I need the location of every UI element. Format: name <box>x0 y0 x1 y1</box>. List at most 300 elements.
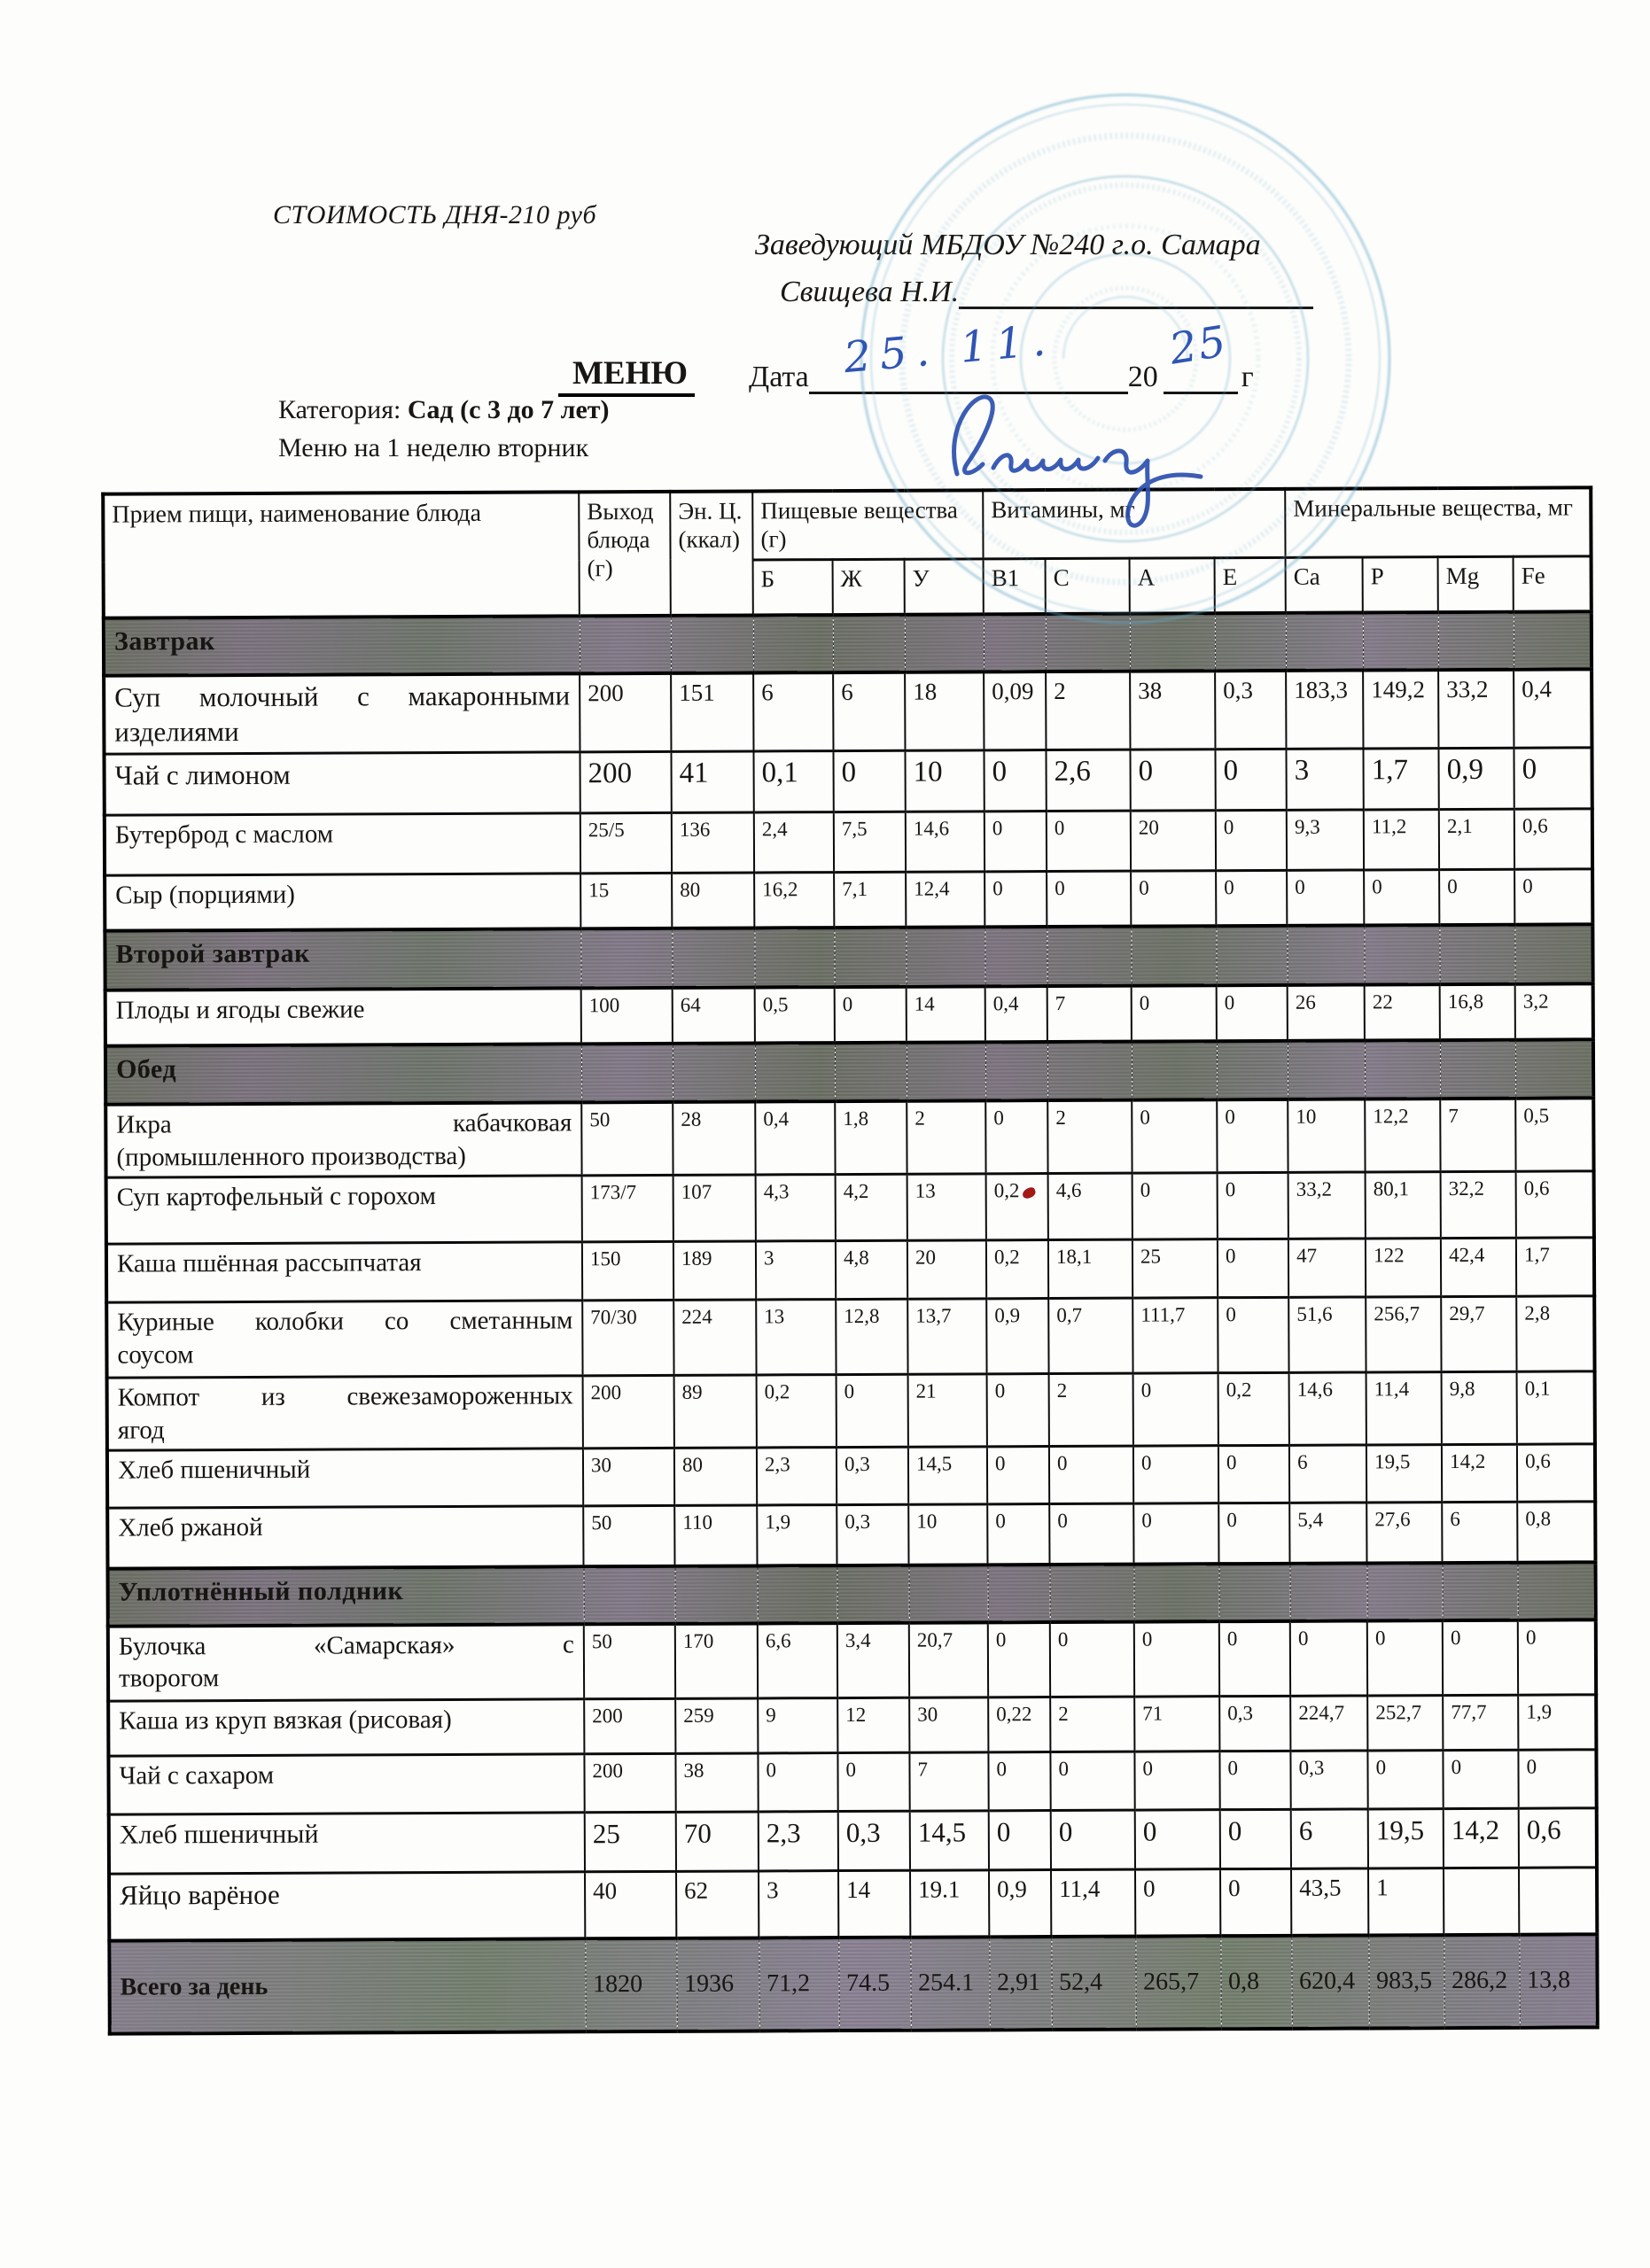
dish-name-cell <box>106 1242 582 1302</box>
section-row <box>105 925 1592 990</box>
section-empty-cell <box>580 616 671 673</box>
value-cell: 0,5 <box>1515 1099 1593 1172</box>
value-cell: 111,7 <box>1132 1298 1218 1373</box>
value-cell: 80,1 <box>1366 1172 1441 1239</box>
value-cell: 74.5 <box>838 1938 910 2031</box>
section-empty-cell <box>1219 1564 1290 1621</box>
section-empty-cell <box>833 615 905 672</box>
section-empty-cell <box>673 1044 755 1102</box>
dish-name-line1: Суп картофельный с горохом <box>116 1182 436 1212</box>
value-cell: 0,6 <box>1516 1171 1594 1238</box>
dish-name-line1: Чай с сахаром <box>119 1761 275 1790</box>
section-empty-cell <box>758 1565 837 1623</box>
value-cell: 0 <box>1518 1619 1596 1695</box>
value-cell: 0,2 <box>1218 1373 1289 1446</box>
value-cell: 0 <box>1131 749 1216 810</box>
value-cell: 0,6 <box>1519 1808 1597 1868</box>
category-value: Сад (с 3 до 7 лет) <box>407 395 610 424</box>
section-empty-cell <box>1367 1563 1443 1620</box>
value-cell: 0 <box>837 1753 909 1812</box>
value-cell: 19,5 <box>1368 1809 1444 1868</box>
dish-name-line1: Каша из круп вязкая (рисовая) <box>119 1705 452 1736</box>
value-cell: 10 <box>908 1504 987 1565</box>
value-cell: 0 <box>985 750 1047 811</box>
value-cell: 6 <box>1442 1503 1517 1563</box>
dish-name-cell <box>105 874 580 931</box>
value-cell: 16,2 <box>754 872 834 928</box>
value-cell: 0 <box>1290 1620 1367 1696</box>
signature-underline <box>959 271 1313 309</box>
dish-row <box>108 1750 1596 1814</box>
value-cell: 0,2 <box>986 1174 1048 1240</box>
value-cell: 183,3 <box>1286 671 1363 749</box>
value-cell: 2,3 <box>757 1448 837 1505</box>
value-cell <box>1519 1868 1597 1934</box>
section-empty-cell <box>1518 1562 1596 1619</box>
dish-row <box>107 1444 1595 1508</box>
value-cell: 0 <box>1287 870 1364 926</box>
value-cell: 14,6 <box>1289 1372 1366 1445</box>
value-cell: 0,9 <box>989 1870 1051 1937</box>
value-cell: 0 <box>1220 1869 1291 1936</box>
value-cell: 620,4 <box>1291 1935 1368 2028</box>
value-cell: 89 <box>674 1375 757 1448</box>
value-cell: 16,8 <box>1440 984 1515 1040</box>
category-line <box>278 395 610 425</box>
value-cell: 0 <box>1047 871 1131 927</box>
value-cell: 173/7 <box>582 1176 673 1242</box>
dish-name-line1: Хлеб пшеничный <box>119 1819 319 1850</box>
red-ink-mark <box>1021 1186 1037 1200</box>
section-empty-cell <box>985 927 1047 986</box>
dish-name-line1: Бутерброд с маслом <box>114 819 334 850</box>
dish-name-line2: ягод <box>117 1416 165 1445</box>
value-cell: 0,2 <box>757 1375 837 1448</box>
header-row-groups <box>103 487 1591 563</box>
col-header-Е: Е <box>1215 557 1286 613</box>
section-empty-cell <box>1290 1563 1367 1620</box>
dish-name-line1: Яйцо варёное <box>120 1879 280 1911</box>
value-cell: 50 <box>583 1506 674 1566</box>
value-cell: 150 <box>582 1242 673 1301</box>
value-cell: 6 <box>753 672 833 750</box>
value-cell: 0 <box>1216 870 1287 926</box>
value-cell: 7,5 <box>834 812 906 872</box>
col-header-В1: В1 <box>984 558 1046 614</box>
value-cell: 0,3 <box>1219 1697 1290 1751</box>
value-cell: 0 <box>1218 1173 1288 1239</box>
value-cell: 107 <box>673 1175 756 1241</box>
value-cell: 2 <box>1046 672 1130 750</box>
value-cell <box>1444 1868 1519 1935</box>
col-header-А: А <box>1130 557 1215 613</box>
value-cell: 200 <box>580 673 671 751</box>
dish-row <box>105 869 1592 931</box>
value-cell: 11,2 <box>1364 809 1439 869</box>
value-cell: 0 <box>1134 1621 1219 1697</box>
value-cell: 29,7 <box>1441 1297 1516 1372</box>
dish-name-line1: Куриные колобки со сметанным <box>117 1306 573 1337</box>
value-cell: 14,2 <box>1442 1445 1517 1503</box>
dish-name-line1: Хлеб ржаной <box>118 1513 263 1542</box>
value-cell: 2,1 <box>1439 809 1514 869</box>
value-cell: 7 <box>909 1752 988 1811</box>
value-cell: 71 <box>1134 1697 1219 1751</box>
value-cell: 12 <box>837 1698 909 1753</box>
value-cell: 151 <box>671 673 753 751</box>
value-cell: 0,4 <box>755 1101 835 1175</box>
section-empty-cell <box>1217 1041 1288 1099</box>
value-cell: 3 <box>756 1241 836 1300</box>
category-label: Категория: <box>278 395 401 424</box>
value-cell: 14,5 <box>910 1811 989 1870</box>
value-cell: 1,7 <box>1516 1238 1594 1296</box>
value-cell: 1,9 <box>757 1505 837 1565</box>
value-cell: 50 <box>581 1102 673 1176</box>
dish-row <box>107 1502 1595 1568</box>
value-cell: 51,6 <box>1288 1297 1366 1372</box>
dish-name-line1: Хлеб пшеничный <box>117 1456 311 1485</box>
director-name: Свищева Н.И. <box>780 276 960 308</box>
col-header-С: С <box>1046 558 1130 614</box>
section-empty-cell <box>1047 1042 1132 1100</box>
value-cell: 0 <box>985 871 1047 927</box>
value-cell: 0 <box>1220 1810 1291 1869</box>
section-empty-cell <box>1363 612 1438 670</box>
section-empty-cell <box>1047 927 1131 986</box>
value-cell: 6 <box>833 672 905 750</box>
section-empty-cell <box>906 928 985 987</box>
section-empty-cell <box>1046 614 1130 672</box>
section-empty-cell <box>584 1566 675 1624</box>
value-cell: 9,3 <box>1287 810 1364 870</box>
total-row <box>109 1934 1598 2033</box>
dish-row <box>104 748 1592 815</box>
col-header-У: У <box>905 559 984 615</box>
value-cell: 983,5 <box>1368 1935 1444 2028</box>
value-cell: 0,3 <box>837 1448 908 1505</box>
dish-name-line1: Булочка «Самарская» с <box>118 1630 574 1661</box>
section-empty-cell <box>1286 613 1363 671</box>
value-cell: 0 <box>1133 1503 1218 1564</box>
section-empty-cell <box>1438 612 1514 670</box>
col-header-output: Выход блюда (г) <box>579 492 671 617</box>
value-cell: 0 <box>989 1811 1051 1870</box>
value-cell: 22 <box>1365 984 1440 1040</box>
year-suffix: г <box>1241 361 1254 393</box>
value-cell: 4,2 <box>836 1175 907 1241</box>
value-cell: 13 <box>907 1174 986 1240</box>
value-cell: 3,2 <box>1515 984 1593 1040</box>
section-empty-cell <box>1288 1041 1365 1099</box>
section-empty-cell <box>1515 1040 1593 1099</box>
dish-name-line1: Суп молочный с макаронными <box>114 680 571 713</box>
value-cell: 2 <box>1049 1373 1133 1446</box>
value-cell: 2,8 <box>1516 1296 1594 1371</box>
dish-row <box>106 1296 1594 1378</box>
value-cell: 0 <box>1135 1810 1220 1869</box>
value-cell: 2 <box>907 1101 985 1175</box>
section-empty-cell <box>1440 1040 1515 1099</box>
value-cell: 0 <box>1518 1750 1596 1808</box>
value-cell: 15 <box>580 873 672 928</box>
section-empty-cell <box>581 1044 673 1102</box>
dish-name-line1: Чай с лимоном <box>114 758 291 791</box>
value-cell: 1936 <box>676 1938 759 2031</box>
value-cell: 52,4 <box>1051 1936 1135 2029</box>
value-cell: 4,8 <box>836 1241 907 1300</box>
value-cell: 26 <box>1288 985 1365 1041</box>
dish-name-line1: Каша пшённая рассыпчатая <box>116 1248 422 1278</box>
value-cell: 25 <box>585 1813 676 1872</box>
value-cell: 2,3 <box>759 1812 838 1871</box>
value-cell: 0 <box>1514 748 1592 809</box>
section-name-cell: Обед <box>105 1045 581 1105</box>
section-empty-cell <box>1443 1563 1518 1620</box>
director-name-line <box>780 271 1313 309</box>
value-cell: 200 <box>580 751 671 812</box>
value-cell: 1,7 <box>1364 748 1439 809</box>
value-cell: 0,2 <box>986 1240 1048 1299</box>
section-empty-cell <box>1134 1564 1219 1621</box>
value-cell: 0 <box>1133 1446 1218 1503</box>
value-cell: 11,4 <box>1051 1869 1135 1936</box>
value-cell: 0 <box>1443 1751 1518 1809</box>
dish-row <box>109 1808 1597 1874</box>
value-cell: 28 <box>673 1102 755 1176</box>
value-cell: 11,4 <box>1366 1372 1442 1445</box>
dish-row <box>106 1171 1594 1244</box>
dish-name-cell <box>104 752 580 815</box>
value-cell: 30 <box>909 1697 988 1752</box>
value-cell: 7 <box>1047 986 1132 1042</box>
value-cell: 0 <box>1132 1099 1217 1173</box>
section-empty-cell <box>754 928 834 987</box>
section-empty-cell <box>1439 925 1514 984</box>
dish-row <box>104 670 1592 754</box>
value-cell: 0 <box>1514 869 1592 925</box>
section-empty-cell <box>1215 613 1286 671</box>
value-cell: 0 <box>1218 1298 1288 1373</box>
value-cell: 0 <box>1049 1503 1133 1564</box>
dish-name-cell <box>108 1699 584 1756</box>
value-cell: 4,3 <box>756 1175 836 1241</box>
dish-name-line1: Плоды и ягоды свежие <box>115 995 365 1025</box>
value-cell: 25/5 <box>580 812 672 873</box>
value-cell: 0 <box>1135 1869 1220 1936</box>
value-cell: 14 <box>907 987 985 1043</box>
value-cell: 77,7 <box>1443 1696 1518 1751</box>
dish-row <box>107 1371 1595 1450</box>
dish-name-cell <box>107 1506 583 1568</box>
value-cell: 200 <box>583 1376 674 1449</box>
section-row <box>104 612 1592 676</box>
value-cell: 30 <box>583 1449 674 1506</box>
year-prefix: 20 <box>1127 361 1158 393</box>
value-cell: 110 <box>674 1505 757 1565</box>
handwritten-date: 25. 11. <box>842 315 1056 384</box>
value-cell: 6 <box>1289 1445 1366 1503</box>
value-cell: 5,4 <box>1289 1503 1366 1563</box>
value-cell: 38 <box>1130 671 1215 749</box>
dish-name-cell <box>104 674 580 754</box>
value-cell: 189 <box>673 1241 756 1300</box>
value-cell: 0,9 <box>986 1299 1048 1374</box>
value-cell: 0,8 <box>1517 1502 1595 1562</box>
value-cell: 13,7 <box>907 1299 986 1374</box>
value-cell: 0 <box>1133 1373 1218 1446</box>
value-cell: 9,8 <box>1442 1372 1517 1445</box>
section-empty-cell <box>1130 613 1215 671</box>
dish-name-cell <box>108 1624 584 1701</box>
col-header-Mg: Mg <box>1438 556 1514 612</box>
value-cell: 0,1 <box>1517 1371 1595 1444</box>
value-cell: 19,5 <box>1366 1445 1442 1503</box>
menu-title: МЕНЮ <box>558 354 695 397</box>
value-cell: 6,6 <box>758 1623 837 1698</box>
value-cell: 13 <box>756 1300 836 1375</box>
value-cell: 224 <box>673 1300 756 1375</box>
value-cell: 70/30 <box>582 1301 673 1376</box>
section-empty-cell <box>580 928 672 988</box>
value-cell: 2,91 <box>989 1937 1051 2030</box>
handwritten-year: 25 <box>1166 316 1232 375</box>
section-empty-cell <box>905 615 984 672</box>
value-cell: 70 <box>676 1812 759 1871</box>
section-name-cell: Завтрак <box>104 617 580 676</box>
value-cell: 0 <box>1218 1239 1288 1298</box>
value-cell: 62 <box>676 1871 759 1938</box>
dish-row <box>105 1099 1593 1178</box>
value-cell: 0 <box>1217 1099 1288 1173</box>
col-header-Fe: Fe <box>1514 556 1592 612</box>
dish-row <box>105 809 1592 875</box>
col-group-minerals: Минеральные вещества, мг <box>1285 487 1591 557</box>
value-cell: 42,4 <box>1441 1239 1516 1297</box>
dish-name-cell <box>109 1872 585 1940</box>
section-empty-cell <box>837 1565 909 1623</box>
value-cell: 0,4 <box>985 986 1047 1042</box>
value-cell: 7 <box>1440 1099 1515 1172</box>
value-cell: 80 <box>674 1448 757 1505</box>
section-empty-cell <box>988 1565 1050 1622</box>
section-name-cell: Уплотнённый полдник <box>108 1566 584 1626</box>
value-cell: 71,2 <box>759 1938 838 2031</box>
dish-name-cell <box>107 1449 583 1508</box>
value-cell: 265,7 <box>1135 1936 1220 2029</box>
value-cell: 0 <box>987 1447 1049 1504</box>
value-cell: 0 <box>1134 1751 1219 1810</box>
value-cell: 0 <box>1050 1621 1134 1697</box>
value-cell: 2 <box>1047 1100 1132 1174</box>
value-cell: 1,9 <box>1518 1695 1596 1750</box>
value-cell: 0 <box>1439 869 1514 925</box>
value-cell: 0 <box>987 1374 1049 1447</box>
value-cell: 4,6 <box>1048 1173 1132 1239</box>
value-cell: 0 <box>1367 1620 1443 1696</box>
value-cell: 136 <box>672 812 754 873</box>
dish-name-line1: Всего за день <box>120 1972 269 2001</box>
col-group-nutrients: Пищевые вещества (г) <box>752 490 983 559</box>
total-label-cell <box>109 1938 585 2033</box>
col-header-dish: Прием пищи, наименование блюда <box>103 492 580 618</box>
value-cell: 80 <box>672 873 754 928</box>
section-empty-cell <box>1132 1041 1217 1099</box>
value-cell: 2,6 <box>1047 750 1131 811</box>
value-cell: 224,7 <box>1290 1696 1367 1751</box>
value-cell: 0 <box>1132 1173 1218 1239</box>
value-cell: 0,1 <box>753 750 833 812</box>
value-cell: 12,2 <box>1365 1099 1440 1172</box>
section-empty-cell <box>671 616 753 673</box>
value-cell: 0 <box>1218 1446 1289 1503</box>
value-cell: 0 <box>1132 985 1217 1041</box>
section-empty-cell <box>675 1565 758 1623</box>
value-cell: 14,6 <box>906 812 985 872</box>
value-cell: 122 <box>1366 1239 1441 1297</box>
value-cell: 0,3 <box>838 1812 910 1871</box>
value-cell: 27,6 <box>1366 1503 1442 1563</box>
value-cell: 13,8 <box>1519 1934 1597 2027</box>
value-cell: 1 <box>1368 1868 1444 1935</box>
value-cell: 33,2 <box>1288 1172 1366 1239</box>
dish-row <box>109 1868 1597 1940</box>
value-cell: 3 <box>759 1871 838 1938</box>
dish-name-cell <box>108 1754 584 1814</box>
menu-table <box>101 485 1599 2035</box>
section-empty-cell <box>755 1043 835 1101</box>
dish-name-line2: соусом <box>117 1340 194 1370</box>
dish-name-cell <box>107 1376 583 1450</box>
value-cell: 38 <box>675 1753 758 1812</box>
value-cell: 0 <box>985 811 1047 871</box>
value-cell: 0 <box>987 1504 1049 1565</box>
value-cell: 0 <box>1364 869 1439 925</box>
section-empty-cell <box>1365 1040 1440 1099</box>
value-cell: 2,4 <box>754 812 834 872</box>
value-cell: 200 <box>584 1754 675 1813</box>
value-cell: 18 <box>905 672 984 750</box>
value-cell: 0 <box>758 1753 837 1812</box>
col-group-vitamins: Витамины, мг <box>983 489 1285 559</box>
value-cell: 256,7 <box>1366 1297 1441 1372</box>
value-cell: 170 <box>675 1623 758 1698</box>
director-title-line: Заведующий МБДОУ №240 г.о. Самара <box>755 229 1261 261</box>
section-empty-cell <box>834 928 906 987</box>
year-underline <box>1164 356 1238 394</box>
dish-row <box>108 1619 1596 1701</box>
value-cell: 0,09 <box>984 672 1046 750</box>
value-cell: 32,2 <box>1441 1172 1516 1239</box>
value-cell: 0 <box>1131 870 1216 926</box>
value-cell: 43,5 <box>1291 1868 1368 1935</box>
dish-name-cell <box>106 1301 582 1378</box>
dish-name-cell <box>106 1176 582 1244</box>
value-cell: 0,3 <box>1215 671 1286 749</box>
value-cell: 9 <box>758 1698 837 1753</box>
value-cell: 18,1 <box>1048 1239 1132 1298</box>
value-cell: 14,5 <box>908 1447 987 1504</box>
col-header-energy: Эн. Ц. (ккал) <box>670 491 753 616</box>
value-cell: 40 <box>585 1872 676 1938</box>
section-empty-cell <box>753 615 833 672</box>
date-underline <box>809 356 1128 394</box>
value-cell: 0,3 <box>837 1505 908 1565</box>
value-cell: 0 <box>1219 1621 1290 1697</box>
col-header-Б: Б <box>753 559 833 615</box>
value-cell: 0,9 <box>1439 748 1514 809</box>
value-cell: 2 <box>1050 1697 1134 1751</box>
